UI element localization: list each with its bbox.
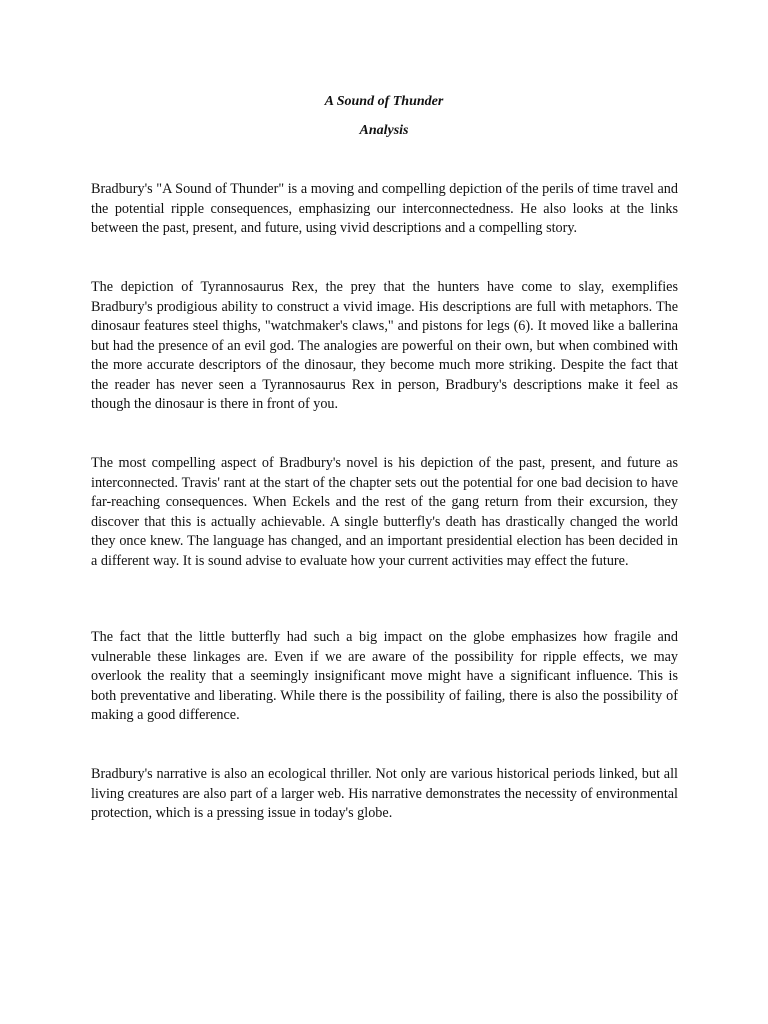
paragraph-interconnection: The most compelling aspect of Bradbury's novel is his depiction of the past, present, and future as interconnected. Travis' rant at the start of the chapter sets out the potential for one bad decision to have far-reaching consequences. When Eckels and the rest of the gang return from their excursion, they discover that this is actually achievable. A single butterfly's death has drastically changed the world they once knew. The language has changed, and an important presidential election has been decided in a different way. It is sound advise to evaluate how your current activities may effect the future. xyxy=(91,455,678,569)
paragraph-tyrannosaurus: The depiction of Tyrannosaurus Rex, the prey that the hunters have come to slay, exemplifies Bradbury's prodigious ability to construct a vivid image. His descriptions are full with metaphors. The dinosaur features steel thighs, "watchmaker's claws," and pistons for legs (6). It moved like a ballerina but had the presence of an evil god. The analogies are powerful on their own, but when combined with the more accurate descriptors of the dinosaur, they become much more striking. Despite the fact that the reader has never seen a Tyrannosaurus Rex in person, Bradbury's descriptions make it feel as though the dinosaur is there in front of you. xyxy=(91,279,678,412)
document-subtitle: Analysis xyxy=(359,123,409,138)
document-title: A Sound of Thunder xyxy=(324,94,444,109)
paragraph-butterfly: The fact that the little butterfly had such a big impact on the globe emphasizes how fragile and vulnerable these linkages are. Even if we are aware of the possibility for ripple effects, we may overlook the reality that a seemingly insignificant move might have a significant influence. This is both preventative and liberating. While there is the possibility of failing, there is also the possibility of making a good difference. xyxy=(91,629,678,723)
paragraph-ecology: Bradbury's narrative is also an ecological thriller. Not only are various historical periods linked, but all living creatures are also part of a larger web. His narrative demonstrates the necessity of environmental protection, which is a pressing issue in today's globe. xyxy=(91,766,678,821)
paragraph-intro: Bradbury's "A Sound of Thunder" is a moving and compelling depiction of the perils of time travel and the potential ripple consequences, emphasizing our interconnectedness. He also looks at the links between the past, present, and future, using vivid descriptions and a compelling story. xyxy=(91,181,678,236)
